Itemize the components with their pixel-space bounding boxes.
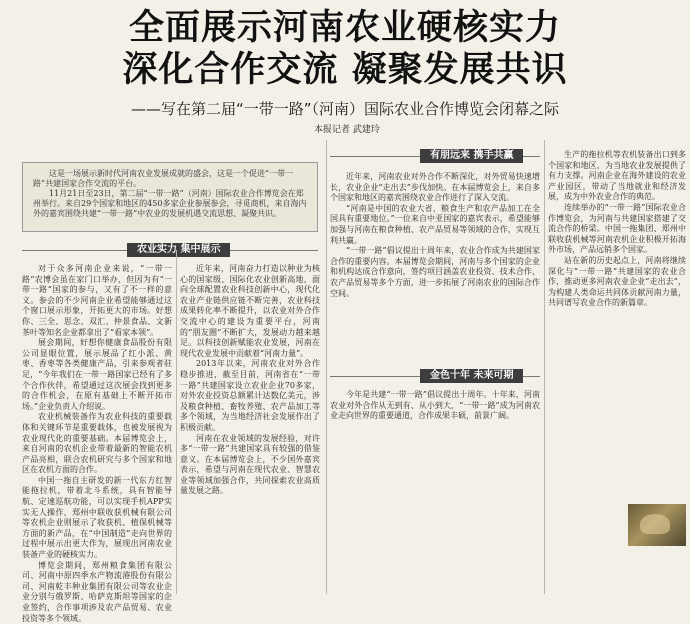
paragraph: 对于众多河南企业来说，“一带一路”农博会虽在家门口举办，但因为有“一带一路”国家的参与，又有了不一样的意义。参会的不少河南企业希望能够通过这个窗口展示形象，开拓更大的市场。好想你、三全、思念、双汇、仲景食品、文新茶叶等知名企业都拿出了“看家本领”。 [22,264,172,337]
section-heading-1: 农业实力 集中展示 [127,243,230,257]
article-photo [628,504,686,546]
column-divider [544,140,545,594]
paragraph: “河南是中国的农业大省，粮食生产和农产品加工在全国具有重要地位。”一位来自中亚国家的嘉宾表示，希望能够加强与河南在粮食种植、农产品贸易等领域的合作，实现互利共赢。 [330,203,540,245]
column-divider [176,250,177,594]
article-column-4 [548,150,686,500]
article-subtitle: ——写在第二届“一带一路”（河南）国际农业合作博览会闭幕之际 [130,100,560,118]
paragraph: 博览会期间，郑州粮食集团有限公司、河南中原四季水产物流港股份有限公司、河南乾丰种业集团有限公司等农业企业分别与俄罗斯、哈萨克斯坦等国家的企业签约，合作事项涉及农产品贸易、农业投资等多个领域。 [22,560,172,623]
paragraph: “一带一路”倡议提出十周年来，农业合作成为共建国家合作的重要内容。本届博览会期间，河南与多个国家的企业和机构达成合作意向，签约项目涵盖农业投资、技术合作、农产品贸易等多个方面，进一步拓展了河南农业的国际合作空间。 [330,246,540,298]
headline-line1: 全面展示河南农业硬核实力 [128,8,561,48]
paragraph: 今年是共建“一带一路”倡议提出十周年。十年来，河南农业对外合作从无到有、从小到大，“一带一路”成为河南农业走向世界的重要通道，合作成果丰硕，前景广阔。 [330,390,540,421]
lead-paragraph: 11月21日至23日，第二届“一带一路”（河南）国际农业合作博览会在郑州举行。来自29个国家和地区的450多家企业参展参会，寻觅商机，来自海内外的嘉宾围绕共建“一带一路”中农业的发展机遇交流思想、凝聚共识。 [33,189,307,218]
lead-box [22,162,318,232]
article-byline: 本报记者 武建玲 [314,125,380,135]
paragraph: 河南在农业领域的发展经验，对许多“一带一路”共建国家具有较强的借鉴意义。在本届博览会上，不少国外嘉宾表示，希望与河南在现代农业、智慧农业等领域加强合作，共同探索农业高质量发展之路。 [180,433,320,496]
article-column-3a [330,172,540,362]
paragraph: 站在新的历史起点上，河南将继续深化与“一带一路”共建国家的农业合作，推动更多河南农业企业“走出去”，为构建人类命运共同体贡献河南力量，共同谱写农业合作的新篇章。 [548,255,686,308]
column-divider [326,140,327,594]
paragraph: 连续举办的“一带一路”国际农业合作博览会，为河南与共建国家搭建了交流合作的桥梁。中国一拖集团、郑州中联收获机械等河南农机企业积极开拓海外市场，产品远销多个国家。 [548,202,686,255]
paragraph: 生产的拖拉机等农机装备出口到多个国家和地区，为当地农业发展提供了有力支撑。河南企业在海外建设的农业产业园区，带动了当地就业和经济发展，成为中外农业合作的典范。 [548,150,686,202]
paragraph: 展会期间，好想你健康食品股份有限公司显眼位置，展示展品了红小派、黄枣、香枣等各类健康产品，引来参观者驻足，“今年我们在一带一路国家已经有了多个合作伙伴，希望通过这次展会找到更多的合作机会，在原有基础上不断开拓市场。”企业负责人介绍说。 [22,338,172,411]
paragraph: 农业机械装备作为农业科技的重要载体和关键环节是重要载体，也被发展视为农业现代化的重要基础。本届博览会上，来自河南的农机企业带着最新的智能农机产品亮相，联合农机研究与多个国家和地区在农机方面的合作。 [22,412,172,475]
headline-line2: 深化合作交流 凝聚发展共识 [122,50,568,90]
section-heading-3: 金色十年 未来可期 [420,369,523,383]
article-column-1 [22,264,172,623]
section-heading-2: 有朋远来 携手共赢 [420,149,523,163]
paragraph: 近年来，河南农业对外合作不断深化，对外贸易快速增长，农业企业“走出去”步伐加快。在本届博览会上，来自多个国家和地区的嘉宾围绕农业合作进行了深入交流。 [330,172,540,203]
lead-paragraph: 这是一场展示新时代河南农业发展成就的盛会，这是一个促进“一带一路”共建国家合作交流的平台。 [33,169,294,188]
article-column-3b [330,390,540,594]
paragraph: 中国一拖自主研发的新一代东方红智能拖拉机，带着北斗系统，具有智能导航、定速巡航功能，可以实现手机APP实实无人操作，郑州中联收获机械有限公司等农机企业则展示了收获机、植保机械等方面的新产品，在“中国制造”走向世界的过程中展示出更大作为，展现出河南农业装备产业的硬核实力。 [22,475,172,560]
article-column-2 [180,264,320,594]
paragraph: 2013年以来，河南农业对外合作稳步推进，截至目前，河南省在“一带一路”共建国家设立农业企业70多家，对外农业投资总额累计达数亿美元，涉及粮食种植、畜牧养殖、农产品加工等多个领域，为当地经济社会发展作出了积极贡献。 [180,359,320,432]
paragraph: 近年来，河南奋力打造以种业为核心的国家级、国际化农业创新高地，面向全球配置农业科技创新中心，现代化农业产业链供应链不断完善，农业科技成果转化率不断提升，以农业对外合作交流中心的建设为重要平台，河南的“朋友圈”不断扩大，发展动力越来越足。以科技创新赋能农业发展，河南在现代农业发展中贡献着“河南力量”。 [180,264,320,358]
